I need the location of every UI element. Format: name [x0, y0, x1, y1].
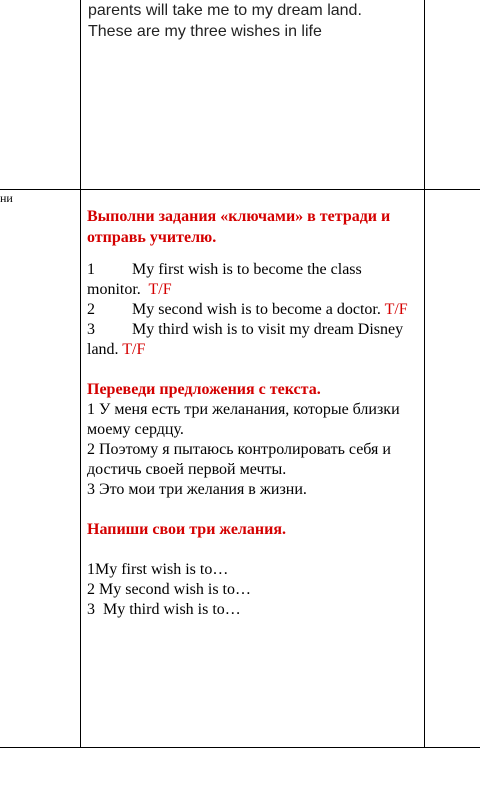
- task3-heading: Напиши свои три желания.: [87, 521, 286, 538]
- top-cell-text: [88, 0, 418, 42]
- true-false-mark: T/F: [148, 281, 172, 298]
- table-bottom-border: [0, 747, 480, 748]
- wish-3: 3 My third wish is to…: [87, 601, 241, 618]
- left-cell-label: ни: [0, 191, 13, 205]
- task2-heading: Переведи предложения с текста.: [87, 381, 321, 398]
- translation-3: 3 Это мои три желания в жизни.: [87, 481, 307, 498]
- top-line-1: parents will take me to my dream land.: [88, 2, 362, 19]
- task1-heading: Выполни задания «ключами» в тетради и отправь учителю.: [87, 208, 391, 246]
- statement-1: 1 My first wish is to become the class monitor. T/F: [87, 261, 362, 298]
- table-border-right: [424, 0, 425, 748]
- wish-1: 1My first wish is to…: [87, 561, 229, 578]
- true-false-mark: T/F: [384, 301, 408, 318]
- table-border-left: [80, 0, 81, 748]
- translation-1: 1 У меня есть три желанания, которые близки моему сердцу.: [87, 401, 400, 438]
- statement-2: 2 My second wish is to become a doctor. T/F: [87, 301, 408, 318]
- true-false-mark: T/F: [122, 341, 146, 358]
- task-cell: [87, 206, 415, 620]
- top-line-2: These are my three wishes in life: [88, 23, 322, 40]
- translation-2: 2 Поэтому я пытаюсь контролировать себя и достичь своей первой мечты.: [87, 441, 391, 478]
- row-divider: [0, 189, 480, 190]
- statement-3: 3 My third wish is to visit my dream Disney land. T/F: [87, 321, 404, 358]
- wish-2: 2 My second wish is to…: [87, 581, 251, 598]
